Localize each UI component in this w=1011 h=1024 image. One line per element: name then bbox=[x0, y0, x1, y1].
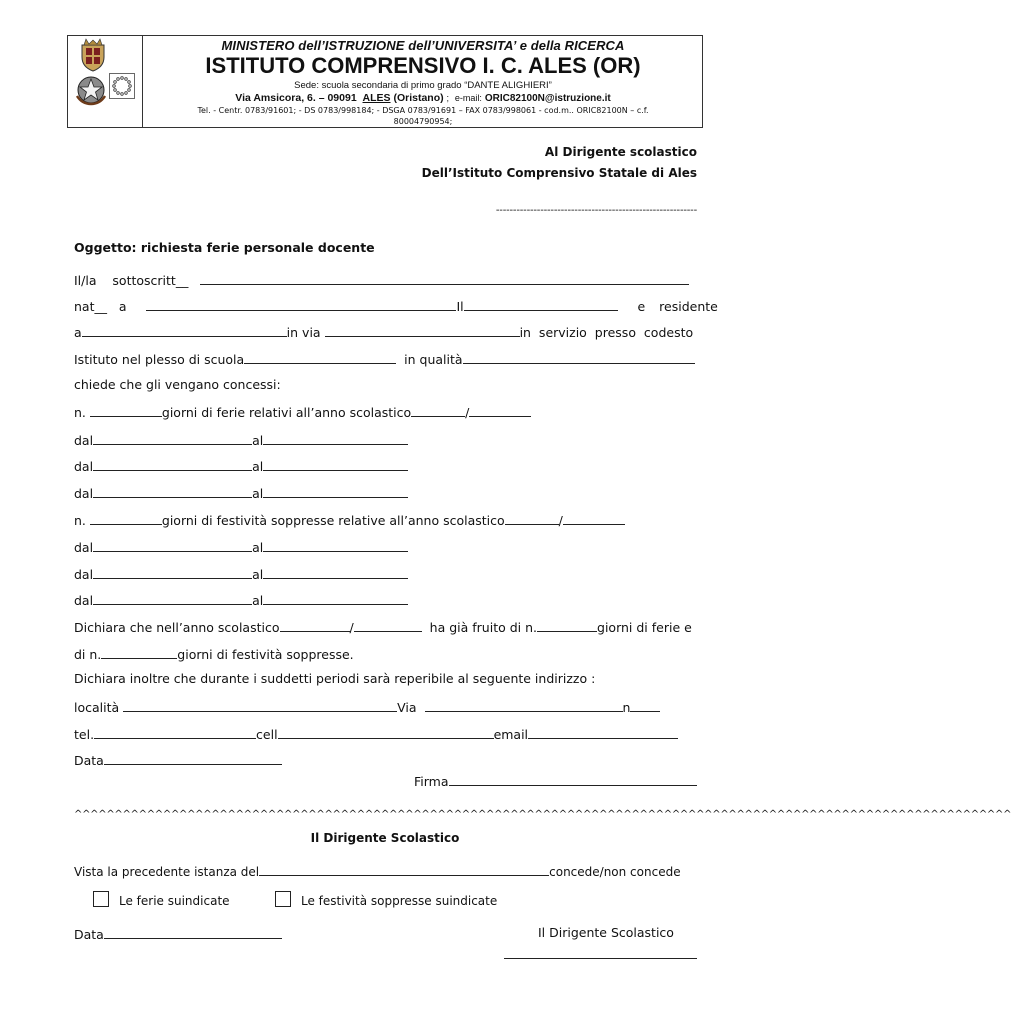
address-city: ALES bbox=[362, 92, 391, 104]
field-dirigente-signature[interactable] bbox=[504, 958, 697, 959]
form-line-residence bbox=[74, 323, 693, 340]
label-sottoscritto: sottoscritt__ bbox=[112, 273, 189, 288]
label-data: Data bbox=[74, 753, 104, 768]
field-residence-street[interactable] bbox=[325, 323, 520, 337]
option-festivita bbox=[275, 891, 497, 908]
form-line-birth bbox=[74, 297, 718, 314]
form-line-festivita-fruite bbox=[74, 645, 354, 662]
label-ferie-suindicate: Le ferie suindicate bbox=[119, 894, 230, 908]
label-numero: n bbox=[622, 700, 631, 715]
label-al: al bbox=[252, 593, 264, 608]
ministry-title: MINISTERO dell’ISTRUZIONE dell’UNIVERSITA’ e della RICERCA bbox=[221, 38, 625, 53]
label-tel: tel. bbox=[74, 727, 95, 742]
label-di-n: di n. bbox=[74, 647, 102, 662]
institute-sede: Sede: scuola secondaria di primo grado “DANTE ALIGHIERI” bbox=[294, 80, 552, 91]
field-plesso[interactable] bbox=[244, 350, 396, 364]
label-localita: località bbox=[74, 700, 120, 715]
field-ferie-dal-2[interactable] bbox=[93, 457, 252, 471]
field-qualita[interactable] bbox=[463, 350, 695, 364]
label-vista: Vista la precedente istanza del bbox=[74, 865, 260, 879]
form-line-localita bbox=[74, 698, 660, 715]
label-dal: dal bbox=[74, 486, 94, 501]
field-ferie-fruite[interactable] bbox=[537, 618, 597, 632]
label-al: al bbox=[252, 486, 264, 501]
field-festivita-dal-2[interactable] bbox=[93, 565, 252, 579]
field-numero[interactable] bbox=[630, 698, 660, 712]
field-festivita-days[interactable] bbox=[90, 511, 162, 525]
label-slash: / bbox=[465, 405, 470, 420]
field-festivita-year-end[interactable] bbox=[563, 511, 625, 525]
address-separator: ; bbox=[446, 93, 450, 103]
label-via: Via bbox=[397, 700, 417, 715]
label-nato: nat__ bbox=[74, 299, 107, 314]
field-via[interactable] bbox=[425, 698, 623, 712]
field-localita[interactable] bbox=[123, 698, 397, 712]
field-anno-start[interactable] bbox=[280, 618, 350, 632]
label-ha-gia-fruito: ha già fruito di n. bbox=[429, 620, 538, 635]
label-al: al bbox=[252, 540, 264, 555]
field-ferie-al-1[interactable] bbox=[263, 431, 408, 445]
label-cell: cell bbox=[256, 727, 278, 742]
label-n: n. bbox=[74, 405, 86, 420]
label-dal: dal bbox=[74, 459, 94, 474]
field-festivita-dal-1[interactable] bbox=[93, 538, 252, 552]
label-il: Il bbox=[456, 299, 464, 314]
ferie-period-3 bbox=[74, 484, 408, 501]
ferie-period-2 bbox=[74, 457, 408, 474]
field-ferie-days[interactable] bbox=[90, 403, 162, 417]
field-email[interactable] bbox=[528, 725, 678, 739]
form-line-name bbox=[74, 271, 689, 288]
field-tel[interactable] bbox=[94, 725, 256, 739]
address-street: Via Amsicora, 6. – 09091 bbox=[235, 92, 357, 104]
label-in-servizio: in servizio presso codesto bbox=[519, 325, 694, 340]
field-ferie-dal-1[interactable] bbox=[93, 431, 252, 445]
letterhead bbox=[67, 35, 703, 128]
section-separator: ^^^^^^^^^^^^^^^^^^^^^^^^^^^^^^^^^^^^^^^^^^^^^^^^^^^^^^^^^^^^^^^^^^^^^^^^^^^^^^^^^^^^^^^^^^^^^^^^^^^^^^^^^^^^^^^^^^^^ bbox=[74, 809, 1011, 820]
institute-address bbox=[143, 92, 703, 104]
label-dichiara-inoltre: Dichiara inoltre che durante i suddetti periodi sarà reperibile al seguente indirizzo : bbox=[74, 671, 596, 686]
field-birthplace[interactable] bbox=[146, 297, 456, 311]
form-line-vista bbox=[74, 862, 681, 879]
form-line-data bbox=[74, 751, 282, 768]
field-festivita-dal-3[interactable] bbox=[93, 591, 252, 605]
label-chiede: chiede che gli vengano concessi: bbox=[74, 377, 281, 392]
field-istanza-data[interactable] bbox=[259, 862, 549, 876]
sardinia-crest-icon bbox=[78, 39, 108, 72]
form-line-dichiara bbox=[74, 618, 692, 635]
label-a-residence: a bbox=[74, 325, 82, 340]
label-dal: dal bbox=[74, 433, 94, 448]
label-a: a bbox=[118, 299, 127, 314]
email-label: e-mail: bbox=[454, 93, 482, 103]
festivita-period-2 bbox=[74, 565, 408, 582]
dirigente-title: Il Dirigente Scolastico bbox=[310, 831, 460, 845]
address-province: (Oristano) bbox=[393, 92, 444, 104]
label-giorni-festivita: giorni di festività soppresse relative all’anno scolastico bbox=[161, 513, 505, 528]
subject: Oggetto: richiesta ferie personale docente bbox=[74, 240, 375, 255]
recipient-line-1: Al Dirigente scolastico bbox=[544, 145, 697, 159]
logo-cell bbox=[68, 36, 143, 127]
field-data[interactable] bbox=[104, 751, 282, 765]
label-al: al bbox=[252, 567, 264, 582]
field-ferie-year-end[interactable] bbox=[469, 403, 531, 417]
field-ferie-year-start[interactable] bbox=[411, 403, 465, 417]
label-giorni-ferie: giorni di ferie relativi all’anno scolastico bbox=[161, 405, 412, 420]
field-name[interactable] bbox=[200, 271, 689, 285]
label-data-dirigente: Data bbox=[74, 927, 104, 942]
label-dal: dal bbox=[74, 540, 94, 555]
institute-name: ISTITUTO COMPRENSIVO I. C. ALES (OR) bbox=[205, 53, 641, 78]
field-ferie-al-2[interactable] bbox=[263, 457, 408, 471]
field-birthdate[interactable] bbox=[464, 297, 618, 311]
label-concede: concede/non concede bbox=[549, 865, 681, 879]
label-dichiara: Dichiara che nell’anno scolastico bbox=[74, 620, 280, 635]
field-data-dirigente[interactable] bbox=[104, 925, 282, 939]
field-festivita-al-1[interactable] bbox=[263, 538, 408, 552]
email-address: ORIC82100N@istruzione.it bbox=[484, 93, 611, 104]
checkbox-festivita[interactable] bbox=[275, 891, 291, 907]
label-e-residente: e residente bbox=[637, 299, 718, 314]
institute-contacts: Tel. - Centr. 0783/91601; - DS 0783/998184; - DSGA 0783/91691 – FAX 0783/998061 - cod.m.. ORIC82100N – c.f. 80004790954; bbox=[197, 106, 649, 126]
label-al: al bbox=[252, 433, 264, 448]
label-email: email bbox=[493, 727, 529, 742]
form-line-contacts bbox=[74, 725, 678, 742]
ferie-period-1 bbox=[74, 431, 408, 448]
label-firma: Firma bbox=[414, 774, 449, 789]
form-line-dirigente-data bbox=[74, 925, 282, 942]
label-festivita-suindicate: Le festività soppresse suindicate bbox=[301, 894, 498, 908]
field-festivita-fruite[interactable] bbox=[101, 645, 177, 659]
label-giorni-ferie-e: giorni di ferie e bbox=[597, 620, 692, 635]
eu-flag-icon bbox=[109, 73, 135, 99]
republic-emblem-icon bbox=[74, 74, 108, 106]
recipient-dashes: ----------------------------------------------------------- bbox=[495, 205, 697, 216]
festivita-period-3 bbox=[74, 591, 408, 608]
label-in-qualita: in qualità bbox=[404, 352, 463, 367]
option-ferie bbox=[93, 891, 230, 908]
label-istituto-plesso: Istituto nel plesso di scuola bbox=[74, 352, 245, 367]
label-slash: / bbox=[558, 513, 563, 528]
field-residence-city[interactable] bbox=[82, 323, 287, 337]
letterhead-text bbox=[143, 36, 703, 127]
label-slash: / bbox=[349, 620, 354, 635]
form-line-plesso bbox=[74, 350, 695, 367]
field-festivita-year-start[interactable] bbox=[505, 511, 559, 525]
label-n: n. bbox=[74, 513, 86, 528]
field-festivita-al-3[interactable] bbox=[263, 591, 408, 605]
form-line-ferie-days bbox=[74, 403, 531, 420]
checkbox-ferie[interactable] bbox=[93, 891, 109, 907]
label-festivita-soppresse: giorni di festività soppresse. bbox=[177, 647, 354, 662]
field-ferie-al-3[interactable] bbox=[263, 484, 408, 498]
label-dal: dal bbox=[74, 567, 94, 582]
field-cell[interactable] bbox=[278, 725, 494, 739]
field-ferie-dal-3[interactable] bbox=[93, 484, 252, 498]
field-firma[interactable] bbox=[449, 772, 697, 786]
field-festivita-al-2[interactable] bbox=[263, 565, 408, 579]
label-il-la: Il/la bbox=[74, 273, 97, 288]
recipient-line-2: Dell’Istituto Comprensivo Statale di Ales bbox=[421, 166, 697, 180]
dirigente-signature-label: Il Dirigente Scolastico bbox=[538, 925, 674, 940]
festivita-period-1 bbox=[74, 538, 408, 555]
field-anno-end[interactable] bbox=[354, 618, 422, 632]
label-dal: dal bbox=[74, 593, 94, 608]
label-in-via: in via bbox=[286, 325, 321, 340]
form-line-festivita-days bbox=[74, 511, 625, 528]
label-al: al bbox=[252, 459, 264, 474]
form-line-firma bbox=[414, 772, 697, 789]
